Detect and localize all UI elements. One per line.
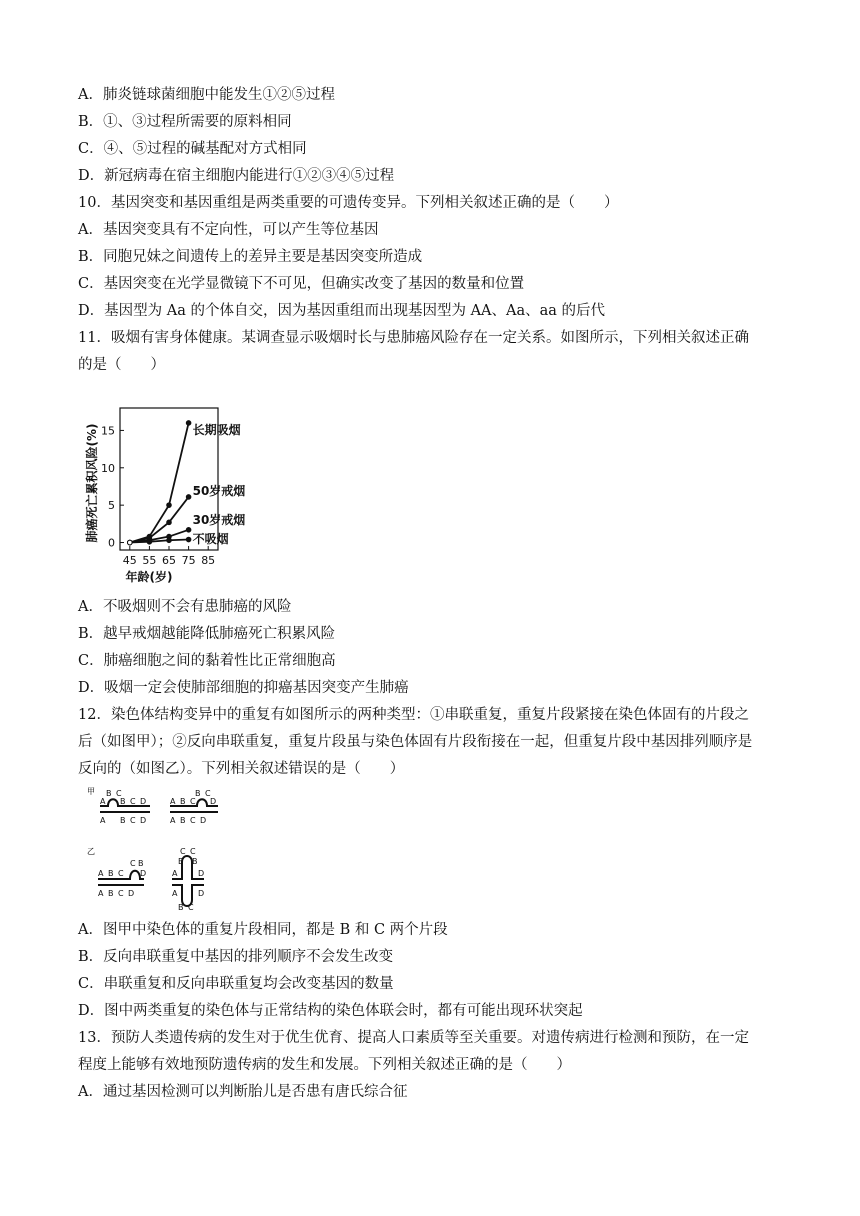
data-point: [128, 540, 133, 545]
svg-text:A: A: [98, 889, 104, 898]
svg-text:C: C: [118, 869, 124, 878]
svg-text:B: B: [195, 789, 201, 798]
q11-stem-line2: 的是（ ）: [78, 357, 165, 373]
svg-text:C: C: [130, 816, 136, 825]
svg-text:B: B: [120, 797, 126, 806]
svg-text:A: A: [100, 797, 106, 806]
svg-text:C: C: [116, 789, 122, 798]
q13-stem-line2: 程度上能够有效地预防遗传病的发生和发展。下列相关叙述正确的是（ ）: [78, 1057, 571, 1073]
y-tick-label: 5: [108, 499, 115, 513]
data-point: [186, 528, 191, 533]
svg-text:B: B: [178, 903, 184, 912]
x-tick-label: 45: [122, 554, 137, 567]
svg-text:A: A: [170, 816, 176, 825]
svg-text:C: C: [180, 847, 186, 856]
x-axis-label: 年龄(岁): [125, 570, 173, 584]
svg-text:B: B: [180, 797, 186, 806]
svg-text:D: D: [198, 869, 205, 878]
chromosome-duplication-diagram: [84, 782, 234, 912]
svg-text:B: B: [108, 889, 114, 898]
data-point: [186, 421, 191, 426]
svg-text:C: C: [118, 889, 124, 898]
data-point: [167, 520, 172, 525]
y-tick-label: 10: [101, 461, 115, 475]
svg-text:C: C: [190, 816, 196, 825]
data-point: [186, 495, 191, 500]
svg-text:D: D: [140, 816, 147, 825]
svg-text:C: C: [190, 847, 196, 856]
q12-stem-line2: 后（如图甲）；②反向串联重复，重复片段虽与染色体固有片段衔接在一起，但重复片段中基因排列顺序是: [78, 734, 753, 750]
svg-text:C: C: [188, 903, 194, 912]
q12-option-d: D．图中两类重复的染色体与正常结构的染色体联会时，都有可能出现环状突起: [78, 1003, 583, 1019]
svg-text:B: B: [178, 857, 184, 866]
svg-text:C: C: [190, 797, 196, 806]
svg-text:B: B: [192, 857, 198, 866]
q10-option-a: A．基因突变具有不定向性，可以产生等位基因: [78, 222, 379, 238]
q12-stem-line1: 12．染色体结构变异中的重复有如图所示的两种类型：①串联重复，重复片段紧接在染色体固有的片段之: [78, 707, 749, 723]
y-tick-label: 15: [101, 424, 115, 438]
q11-option-c: C．肺癌细胞之间的黏着性比正常细胞高: [78, 653, 336, 669]
svg-text:A: A: [98, 869, 104, 878]
q9-option-a: A．肺炎链球菌细胞中能发生①②⑤过程: [78, 87, 335, 103]
series-line: [130, 423, 189, 543]
svg-text:B: B: [138, 859, 144, 868]
q10-stem: 10．基因突变和基因重组是两类重要的可遗传变异。下列相关叙述正确的是（ ）: [78, 195, 619, 211]
q9-option-b: B．①、③过程所需要的原料相同: [78, 114, 292, 130]
q12-option-c: C．串联重复和反向串联重复均会改变基因的数量: [78, 976, 394, 992]
q11-stem-line1: 11．吸烟有害身体健康。某调查显示吸烟时长与患肺癌风险存在一定关系。如图所示，下列相关叙述正确: [78, 330, 749, 346]
svg-text:C: C: [130, 859, 136, 868]
q9-option-d: D．新冠病毒在宿主细胞内能进行①②③④⑤过程: [78, 168, 395, 184]
q10-option-b: B．同胞兄妹之间遗传上的差异主要是基因突变所造成: [78, 249, 423, 265]
svg-text:D: D: [198, 889, 205, 898]
y-axis-label: 肺癌死亡累积风险(%): [85, 423, 99, 543]
series-label: 不吸烟: [192, 532, 229, 546]
svg-text:A: A: [100, 816, 106, 825]
svg-text:B: B: [180, 816, 186, 825]
label-yi: 乙: [87, 847, 95, 856]
label-jia: 甲: [87, 787, 95, 796]
svg-text:A: A: [172, 889, 178, 898]
svg-text:D: D: [128, 889, 135, 898]
svg-text:D: D: [210, 797, 217, 806]
q12-stem-line3: 反向的（如图乙）。下列相关叙述错误的是（ ）: [78, 761, 405, 777]
q9-option-c: C．④、⑤过程的碱基配对方式相同: [78, 141, 307, 157]
q12-option-a: A．图甲中染色体的重复片段相同，都是 B 和 C 两个片段: [78, 922, 448, 938]
x-tick-label: 55: [142, 554, 157, 567]
lung-cancer-risk-chart: [78, 400, 268, 595]
q10-option-d: D．基因型为 Aa 的个体自交，因为基因重组而出现基因型为 AA、Aa、aa 的后代: [78, 303, 606, 319]
q12-option-b: B．反向串联重复中基因的排列顺序不会发生改变: [78, 949, 394, 965]
svg-text:B: B: [106, 789, 112, 798]
data-point: [167, 503, 172, 508]
q10-option-c: C．基因突变在光学显微镜下不可见，但确实改变了基因的数量和位置: [78, 276, 525, 292]
data-point: [167, 538, 172, 543]
svg-text:D: D: [140, 869, 147, 878]
y-tick-label: 0: [108, 536, 115, 550]
series-label: 50岁戒烟: [192, 484, 246, 498]
yi-right-chromosomes: [172, 856, 204, 906]
svg-text:B: B: [108, 869, 114, 878]
q13-stem-line1: 13．预防人类遗传病的发生对于优生优育、提高人口素质等至关重要。对遗传病进行检测和预防，在一定: [78, 1030, 749, 1046]
svg-text:C: C: [130, 797, 136, 806]
q11-option-b: B．越早戒烟越能降低肺癌死亡积累风险: [78, 626, 336, 642]
svg-text:D: D: [200, 816, 207, 825]
svg-text:A: A: [170, 797, 176, 806]
q13-option-a: A．通过基因检测可以判断胎儿是否患有唐氏综合征: [78, 1084, 408, 1100]
svg-text:B: B: [120, 816, 126, 825]
svg-text:A: A: [172, 869, 178, 878]
data-point: [147, 539, 152, 544]
svg-text:D: D: [140, 797, 147, 806]
x-tick-label: 75: [181, 554, 196, 567]
svg-text:C: C: [205, 789, 211, 798]
series-label: 长期吸烟: [192, 423, 241, 437]
q11-option-a: A．不吸烟则不会有患肺癌的风险: [78, 599, 292, 615]
x-tick-label: 85: [201, 554, 216, 567]
series-label: 30岁戒烟: [192, 513, 246, 527]
x-tick-label: 65: [162, 554, 176, 567]
data-point: [186, 537, 191, 542]
q11-option-d: D．吸烟一定会使肺部细胞的抑癌基因突变产生肺癌: [78, 680, 409, 696]
